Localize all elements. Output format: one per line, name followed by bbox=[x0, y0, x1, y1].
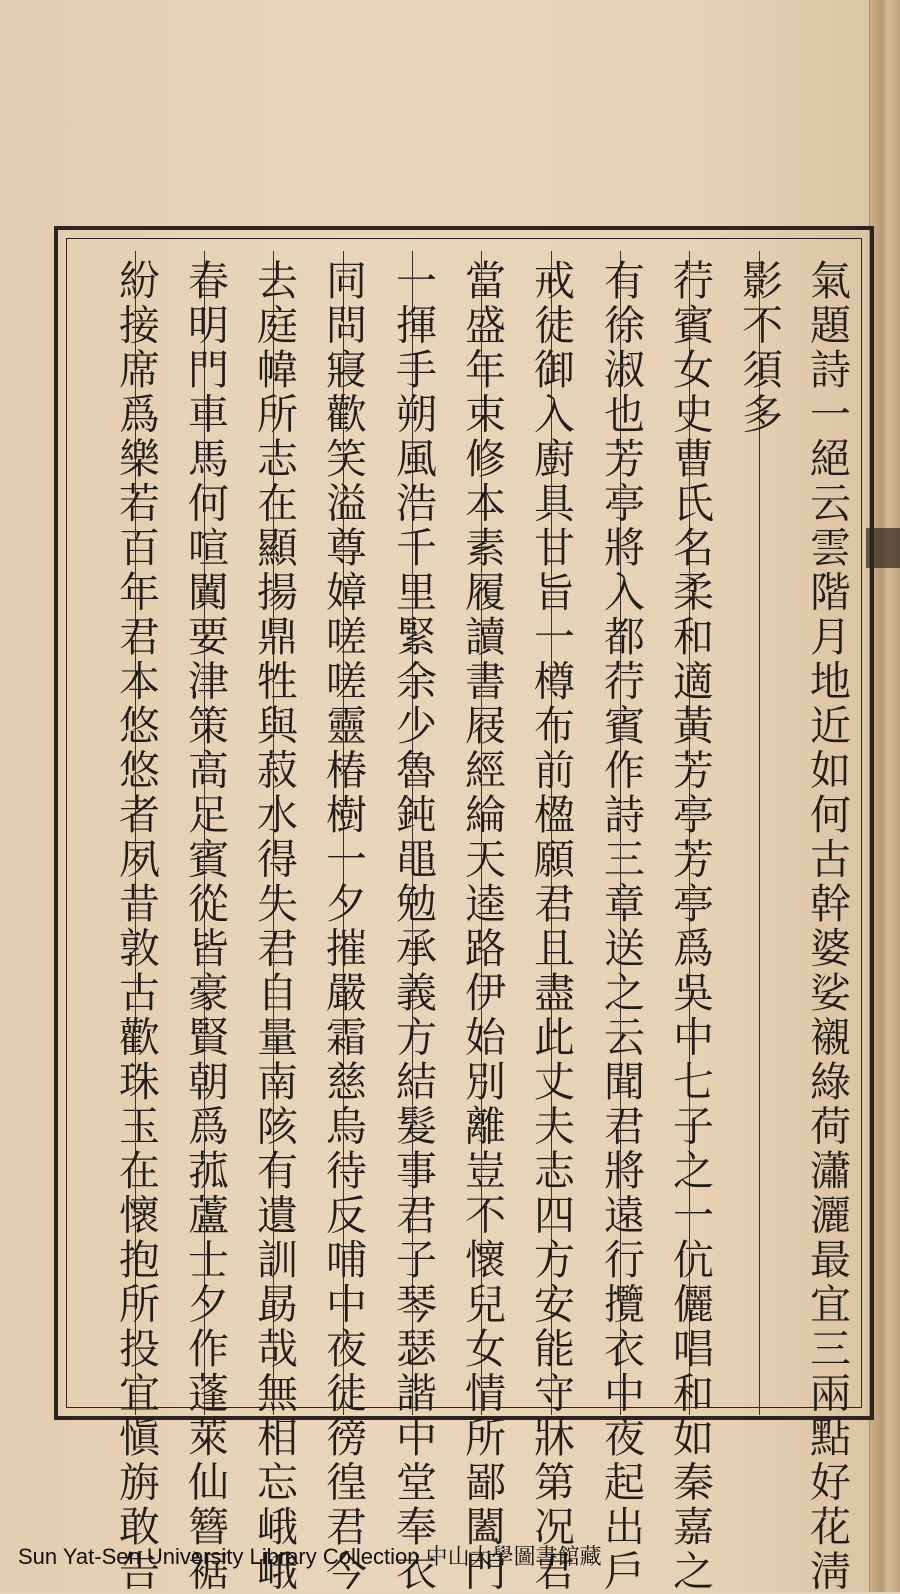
column-text: 戒徒御入廚具甘旨一樽布前楹願君且盡此丈夫志四方安能守牀第况君 bbox=[527, 259, 575, 1594]
library-credit: Sun Yat-Sen University Library Collection 中山大學圖書館藏 bbox=[18, 1544, 602, 1569]
column-text: 一揮手朔風浩千里緊余少魯鈍黽勉承義方結髮事君子琴瑟諧中堂奉衣 bbox=[389, 259, 437, 1594]
text-column-2 bbox=[724, 259, 794, 1409]
column-text: 去庭幃所志在顯揚鼎牲與菽水得失君自量南陔有遺訓勗哉無相忘峨峨 bbox=[250, 259, 298, 1594]
text-column-4 bbox=[586, 259, 656, 1594]
text-column-11 bbox=[101, 259, 171, 1594]
text-column-3 bbox=[655, 259, 725, 1594]
text-column-10 bbox=[170, 259, 240, 1594]
column-text: 紛接席爲樂若百年君本悠悠者夙昔敦古歡珠玉在懷抱所投宜愼旃敢告 bbox=[112, 259, 160, 1594]
text-column-6 bbox=[447, 259, 517, 1594]
column-text: 氣題詩一絕云雲階月地近如何古幹婆娑襯綠荷瀟灑最宜三兩點好花淸 bbox=[803, 259, 851, 1594]
text-column-1 bbox=[792, 259, 862, 1594]
text-column-7 bbox=[378, 259, 448, 1594]
text-column-5 bbox=[516, 259, 586, 1594]
column-text: 荇賓女史曹氏名柔和適黃芳亭芳亭爲吳中七子之一伉儷唱和如秦嘉之 bbox=[666, 259, 714, 1594]
column-text: 春明門車馬何喧闐要津策高足賓從皆豪賢朝爲菰蘆士夕作蓬萊仙簪裾 bbox=[181, 259, 229, 1594]
text-column-8 bbox=[308, 259, 378, 1594]
column-text: 當盛年束修本素履讀書屐經綸天逵路伊始別離豈不懷兒女情所鄙闔門 bbox=[458, 259, 506, 1594]
column-text: 同問寢歡笑溢尊嫜嗟嗟靈椿樹一夕摧嚴霜慈烏待反哺中夜徒徬徨君今 bbox=[319, 259, 367, 1594]
column-text: 有徐淑也芳亭將入都荇賓作詩三章送之云聞君將遠行攬衣中夜起出戶 bbox=[597, 259, 645, 1594]
text-column-9 bbox=[239, 259, 309, 1594]
column-text: 影不須多 bbox=[735, 259, 783, 437]
